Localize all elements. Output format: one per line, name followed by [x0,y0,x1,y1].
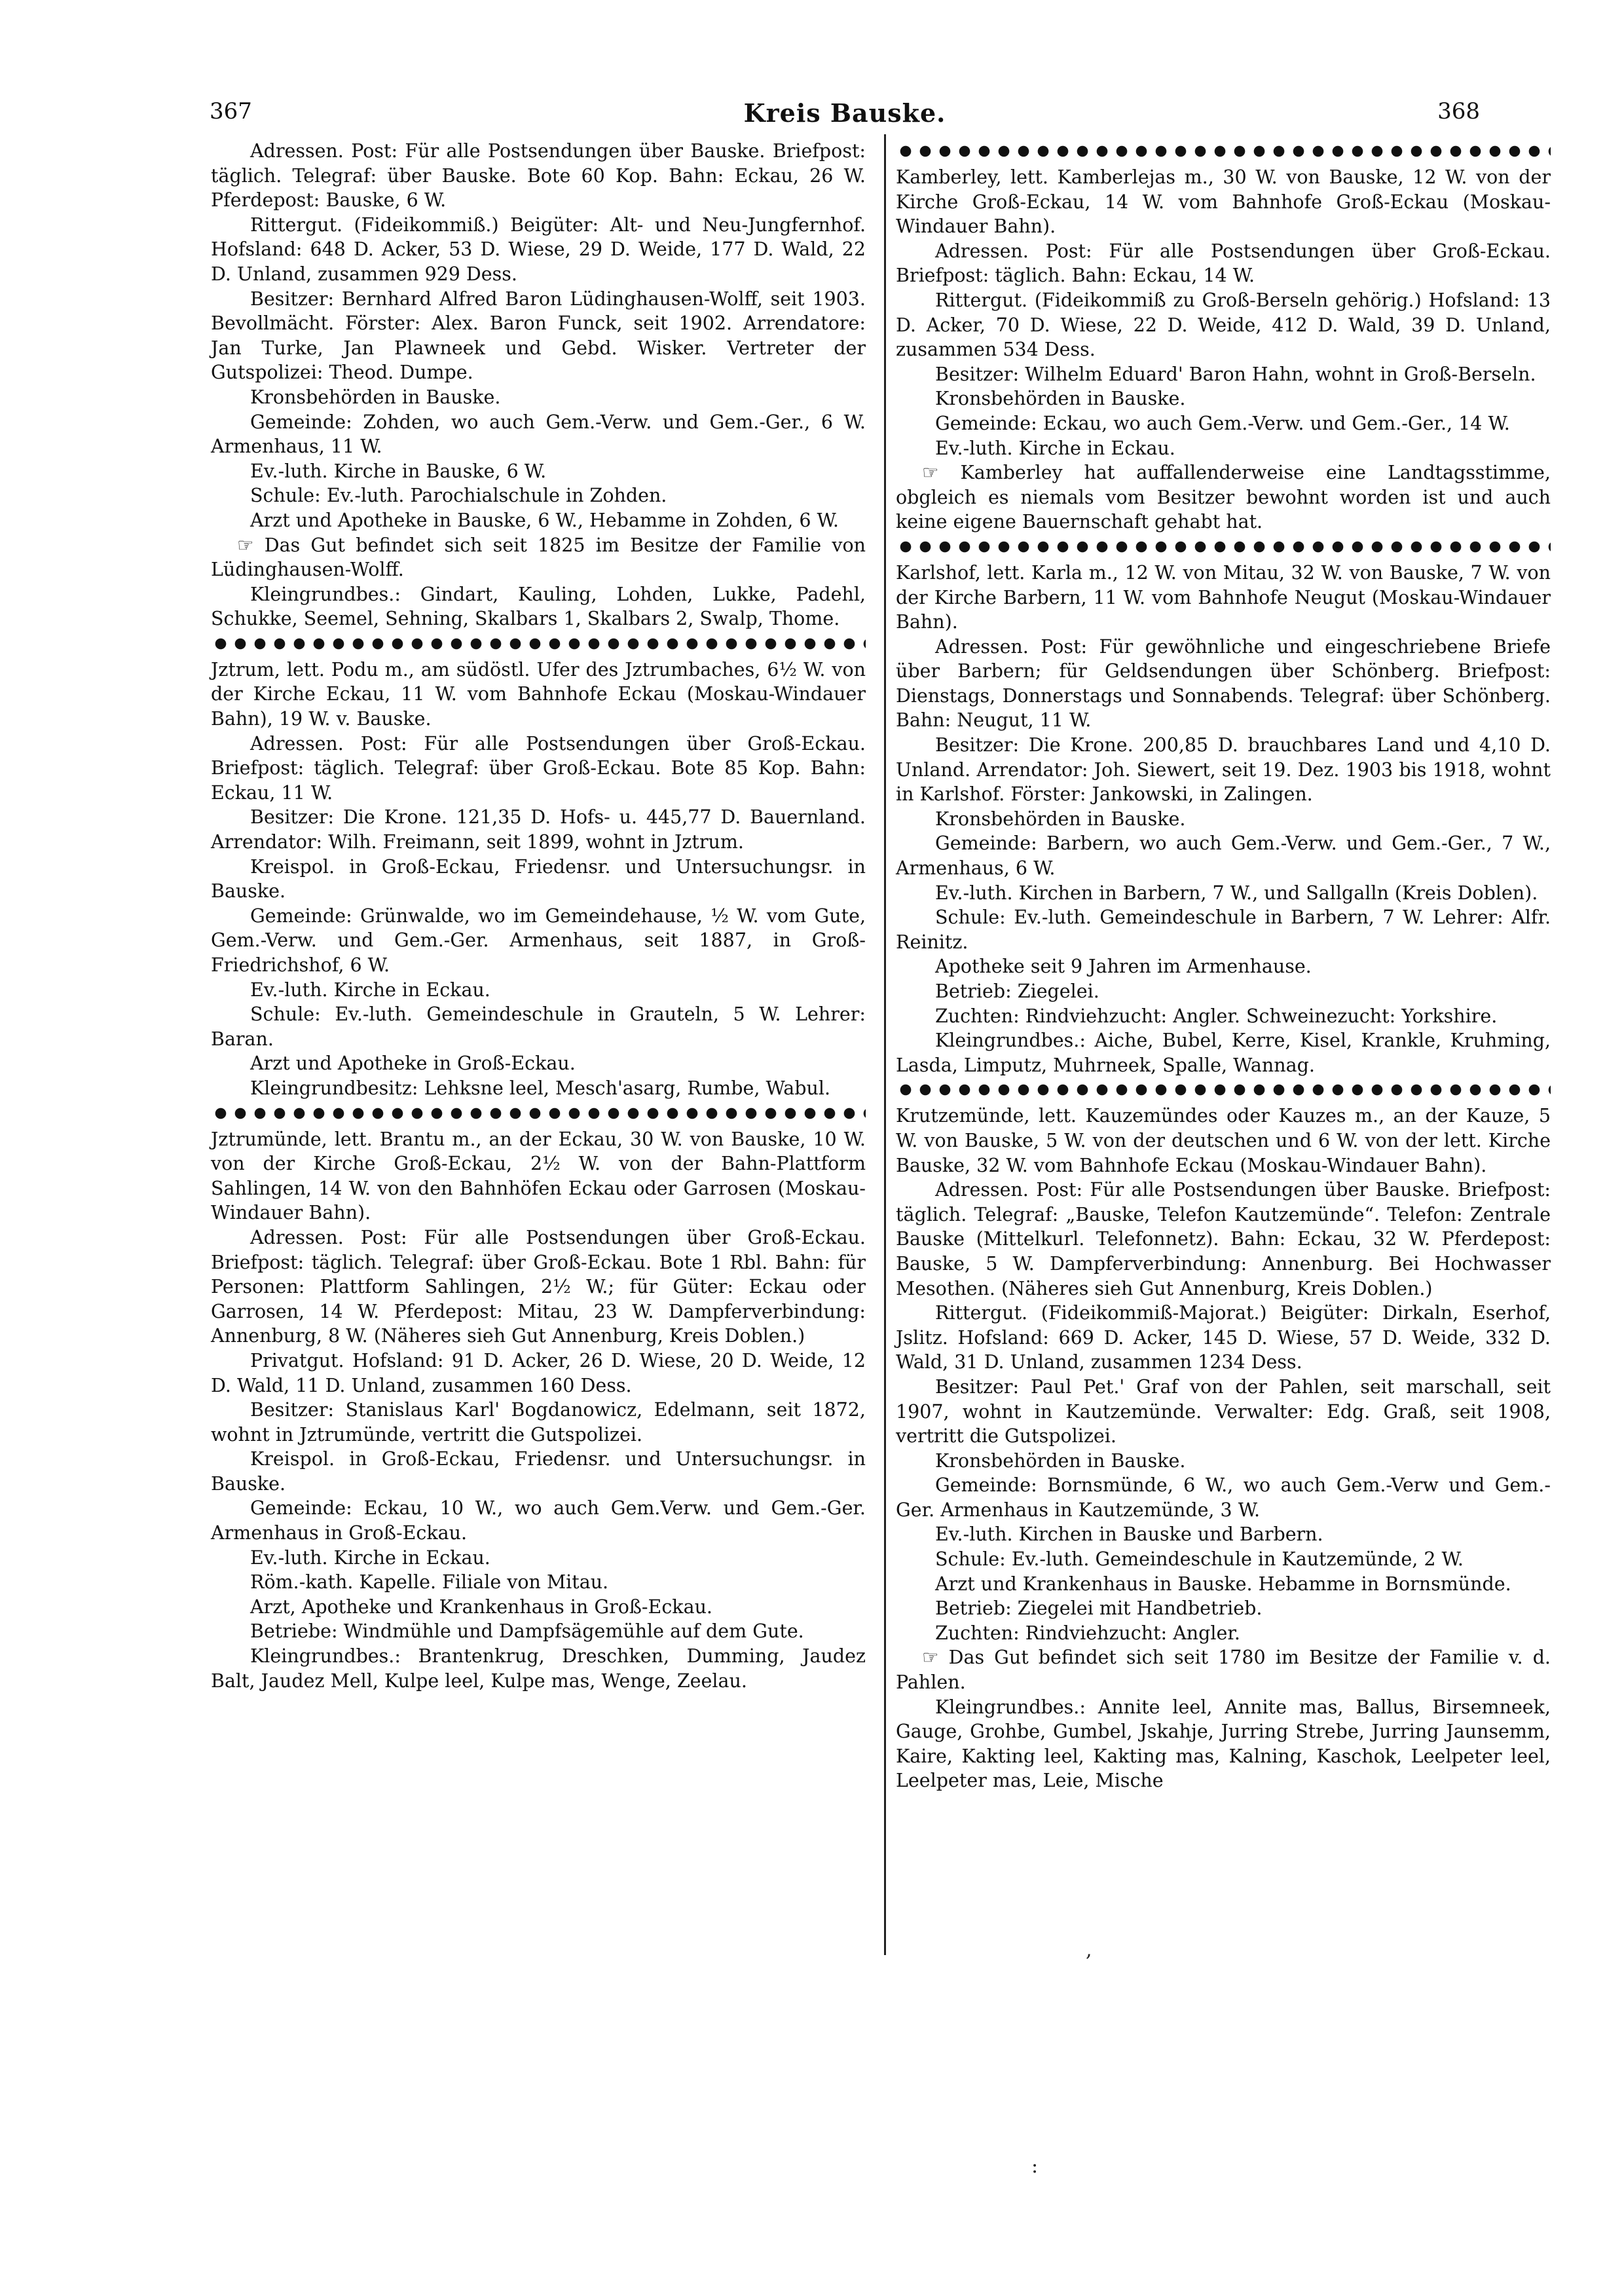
left-column [211,139,866,1693]
entry-paragraph: Adressen. Post: Für alle Postsendungen über Bauske. Briefpost: täglich. Telegraf: über Bauske. Bote 60 Kop. Bahn: Eckau, 26 W. Pferdepost: Bauske, 6 W. [211,140,866,212]
entry-paragraph: Ev.-luth. Kirchen in Barbern, 7 W., und Sallgalln (Kreis Doblen). [935,882,1538,904]
entry-paragraph: Ev.-luth. Kirche in Eckau. [250,979,490,1001]
entry-paragraph: Kleingrundbes.: Gindart, Kauling, Lohden, Lukke, Padehl, Schukke, Seemel, Sehning, Skalbars 1, Skalbars 2, Swalp, Thome. [211,583,866,630]
entry-paragraph: Ev.-luth. Kirchen in Bauske und Barbern. [935,1523,1323,1546]
entry-paragraph: Kronsbehörden in Bauske. [935,388,1186,410]
entry-paragraph: Röm.-kath. Kapelle. Filiale von Mitau. [250,1571,609,1594]
ornament-divider [211,635,866,652]
page-number-right: 368 [1437,98,1480,124]
entry-paragraph: Adressen. Post: Für alle Postsendungen über Groß-Eckau. Briefpost: täglich. Telegraf: über Groß-Eckau. Bote 1 Rbl. Bahn: für Personen: Plattform Sahlingen, 2½ W.; für Güter: Eckau oder Garrosen, 14 W. Pferdepost: Mitau, 23 W. Dampferverbindung: Annenburg, 8 W. (Näheres sieh Gut Annenburg, Kreis Doblen.) [211,1226,866,1347]
entry-paragraph: Rittergut. (Fideikommiß-Majorat.) Beigüter: Dirkaln, Eserhof, Jslitz. Hofsland: 669 D. Acker, 145 D. Wiese, 57 D. Weide, 332 D. Wald, 31 D. Unland, zusammen 1234 Dess. [896,1302,1551,1373]
stray-mark: : [1031,2155,1039,2178]
entry-paragraph: Schule: Ev.-luth. Gemeindeschule in Kautzemünde, 2 W. [935,1548,1464,1571]
entry-paragraph: Schule: Ev.-luth. Gemeindeschule in Grauteln, 5 W. Lehrer: Baran. [211,1003,866,1050]
entry-paragraph: Privatgut. Hofsland: 91 D. Acker, 26 D. Wiese, 20 D. Weide, 12 D. Wald, 11 D. Unland, zusammen 160 Dess. [211,1349,866,1396]
entry-paragraph: Schule: Ev.-luth. Gemeindeschule in Barbern, 7 W. Lehrer: Alfr. Reinitz. [896,906,1551,953]
entry-paragraph: Besitzer: Wilhelm Eduard' Baron Hahn, wohnt in Groß-Berseln. [935,363,1536,385]
entry-paragraph: Kronsbehörden in Bauske. [935,808,1186,830]
entry-paragraph: Kronsbehörden in Bauske. [935,1449,1186,1472]
right-column [896,139,1551,1793]
entry-paragraph: Schule: Ev.-luth. Parochialschule in Zohden. [250,485,667,507]
entry-paragraph: Arzt und Krankenhaus in Bauske. Hebamme in Bornsmünde. [935,1573,1511,1595]
ornament-divider [896,1081,1551,1098]
entry-paragraph: Rittergut. (Fideikommiß.) Beigüter: Alt- und Neu-Jungfernhof. Hofsland: 648 D. Acker, 53 D. Wiese, 29 D. Weide, 177 D. Wald, 22 D. Unland, zusammen 929 Dess. [211,214,866,285]
entry-heading-paragraph: Kamberley, lett. Kamberlejas m., 30 W. von Bauske, 12 W. von der Kirche Groß-Eckau, 14 W. vom Bahnhofe Groß-Eckau (Moskau-Windauer Bahn). [896,166,1551,238]
entry-paragraph: Betrieb: Ziegelei mit Handbetrieb. [935,1597,1263,1620]
entry-paragraph: Betrieb: Ziegelei. [935,980,1099,1002]
entry-paragraph: Apotheke seit 9 Jahren im Armenhause. [935,956,1312,978]
stray-mark: , [1086,1939,1092,1962]
entry-paragraph: Kleingrundbes.: Aiche, Bubel, Kerre, Kisel, Krankle, Kruhming, Lasda, Limputz, Muhrneek, Spalle, Wannag. [896,1030,1551,1076]
ornament-divider [211,1105,866,1122]
entry-paragraph: Gemeinde: Bornsmünde, 6 W., wo auch Gem.-Verw und Gem.-Ger. Armenhaus in Kautzemünde, 3 W. [896,1474,1551,1521]
entry-paragraph: Adressen. Post: Für gewöhnliche und eingeschriebene Briefe über Barbern; für Geldsendungen über Schönberg. Briefpost: Dienstags, Donnerstags und Sonnabends. Telegraf: über Schönberg. Bahn: Neugut, 11 W. [896,635,1551,732]
entry-paragraph: Arzt und Apotheke in Bauske, 6 W., Hebamme in Zohden, 6 W. [250,509,839,531]
note-paragraph: ☞ Das Gut befindet sich seit 1825 im Besitze der Familie von Lüdinghausen-Wolff. [211,534,866,581]
entry-paragraph: Kleingrundbes.: Annite leel, Annite mas, Ballus, Birsemneek, Gauge, Grohbe, Gumbel, Jskahje, Jurring Strebe, Jurring Jaunsemm, Kaire, Kakting leel, Kakting mas, Kalning, Kaschok, Leelpeter leel, Leelpeter mas, Leie, Mische [896,1696,1551,1792]
entry-paragraph: Gemeinde: Eckau, 10 W., wo auch Gem.Verw. und Gem.-Ger. Armenhaus in Groß-Eckau. [211,1497,866,1544]
entry-paragraph: Kreispol. in Groß-Eckau, Friedensr. und Untersuchungsr. in Bauske. [211,855,866,903]
note-paragraph: ☞ Das Gut befindet sich seit 1780 im Besitze der Familie v. d. Pahlen. [896,1647,1551,1694]
entry-paragraph: Arzt, Apotheke und Krankenhaus in Groß-Eckau. [250,1595,712,1618]
entry-paragraph: Adressen. Post: Für alle Postsendungen über Bauske. Briefpost: täglich. Telegraf: „Bauske, Telefon Kautzemünde“. Telefon: Zentrale Bauske (Mittelkurl. Telefonnetz). Bahn: Eckau, 32 W. Pferdepost: Bauske, 5 W. Dampferverbindung: Annenburg. Bei Hochwasser Mesothen. (Näheres sieh Gut Annenburg, Kreis Doblen.) [896,1179,1551,1299]
entry-paragraph: Zuchten: Rindviehzucht: Angler. [935,1622,1240,1644]
entry-paragraph: Adressen. Post: Für alle Postsendungen über Groß-Eckau. Briefpost: täglich. Telegraf: über Groß-Eckau. Bote 85 Kop. Bahn: Eckau, 11 W. [211,732,866,804]
entry-paragraph: Zuchten: Rindviehzucht: Angler. Schweinezucht: Yorkshire. [935,1005,1498,1027]
entry-paragraph: Kleingrundbesitz: Lehksne leel, Mesch'asarg, Rumbe, Wabul. [250,1077,831,1099]
entry-paragraph: Rittergut. (Fideikommiß zu Groß-Berseln gehörig.) Hofsland: 13 D. Acker, 70 D. Wiese, 22 D. Weide, 412 D. Wald, 39 D. Unland, zusammen 534 Dess. [896,289,1551,361]
entry-paragraph: Gemeinde: Barbern, wo auch Gem.-Verw. und Gem.-Ger., 7 W., Armenhaus, 6 W. [896,832,1551,880]
entry-heading-paragraph: Karlshof, lett. Karla m., 12 W. von Mitau, 32 W. von Bauske, 7 W. von der Kirche Barbern, 11 W. vom Bahnhofe Neugut (Moskau-Windauer Bahn). [896,561,1551,633]
entry-paragraph: Arzt und Apotheke in Groß-Eckau. [250,1053,576,1075]
running-title: Kreis Bauske. [743,98,946,128]
column-divider [884,134,886,1955]
entry-paragraph: Besitzer: Stanislaus Karl' Bogdanowicz, Edelmann, seit 1872, wohnt in Jztrumünde, vertritt die Gutspolizei. [211,1399,866,1446]
entry-paragraph: Kleingrundbes.: Brantenkrug, Dreschken, Dumming, Jaudez Balt, Jaudez Mell, Kulpe leel, Kulpe mas, Wenge, Zeelau. [211,1645,866,1692]
entry-paragraph: Besitzer: Die Krone. 121,35 D. Hofs- u. 445,77 D. Bauernland. Arrendator: Wilh. Freimann, seit 1899, wohnt in Jztrum. [211,806,866,853]
entry-heading-paragraph: Krutzemünde, lett. Kauzemündes oder Kauzes m., an der Kauze, 5 W. von Bauske, 5 W. von der deutschen und 6 W. von der lett. Kirche Bauske, 32 W. vom Bahnhofe Eckau (Moskau-Windauer Bahn). [896,1105,1551,1176]
entry-paragraph: Kreispol. in Groß-Eckau, Friedensr. und Untersuchungsr. in Bauske. [211,1448,866,1495]
ornament-divider [896,538,1551,555]
entry-paragraph: Ev.-luth. Kirche in Eckau. [935,437,1175,459]
entry-heading-paragraph: Jztrum, lett. Podu m., am südöstl. Ufer des Jztrumbaches, 6½ W. von der Kirche Eckau, 11 W. vom Bahnhofe Eckau (Moskau-Windauer Bahn), 19 W. v. Bauske. [211,658,866,730]
entry-paragraph: Adressen. Post: Für alle Postsendungen über Groß-Eckau. Briefpost: täglich. Bahn: Eckau, 14 W. [896,240,1551,287]
page-number-left: 367 [210,98,252,124]
entry-paragraph: Ev.-luth. Kirche in Eckau. [250,1546,490,1569]
note-paragraph: ☞ Kamberley hat auffallenderweise eine Landtagsstimme, obgleich es niemals vom Besitzer bewohnt worden ist und auch keine eigene Bauernschaft gehabt hat. [896,462,1551,533]
entry-paragraph: Ev.-luth. Kirche in Bauske, 6 W. [250,460,547,482]
entry-paragraph: Kronsbehörden in Bauske. [250,386,501,408]
entry-paragraph: Besitzer: Die Krone. 200,85 D. brauchbares Land und 4,10 D. Unland. Arrendator: Joh. Siewert, seit 19. Dez. 1903 bis 1918, wohnt in Karlshof. Förster: Jankowski, in Zalingen. [896,734,1551,806]
entry-paragraph: Betriebe: Windmühle und Dampfsägemühle auf dem Gute. [250,1620,804,1643]
entry-heading-paragraph: Jztrumünde, lett. Brantu m., an der Eckau, 30 W. von Bauske, 10 W. von der Kirche Groß-Eckau, 2½ W. von der Bahn-Plattform Sahlingen, 14 W. von den Bahnhöfen Eckau oder Garrosen (Moskau-Windauer Bahn). [211,1128,866,1224]
entry-paragraph: Gemeinde: Zohden, wo auch Gem.-Verw. und Gem.-Ger., 6 W. Armenhaus, 11 W. [211,411,866,458]
page-header [210,98,1480,131]
entry-paragraph: Besitzer: Bernhard Alfred Baron Lüdinghausen-Wolff, seit 1903. Bevollmächt. Förster: Alex. Baron Funck, seit 1902. Arrendatore: Jan Turke, Jan Plawneek und Gebd. Wisker. Vertreter der Gutspolizei: Theod. Dumpe. [211,288,866,384]
ornament-divider [896,143,1551,160]
entry-paragraph: Besitzer: Paul Pet.' Graf von der Pahlen, seit marschall, seit 1907, wohnt in Kautzemünde. Verwalter: Edg. Graß, seit 1908, vertritt die Gutspolizei. [896,1375,1551,1447]
entry-paragraph: Gemeinde: Grünwalde, wo im Gemeindehause, ½ W. vom Gute, Gem.-Verw. und Gem.-Ger. Armenhaus, seit 1887, in Groß-Friedrichshof, 6 W. [211,905,866,976]
entry-paragraph: Gemeinde: Eckau, wo auch Gem.-Verw. und Gem.-Ger., 14 W. [935,412,1510,434]
